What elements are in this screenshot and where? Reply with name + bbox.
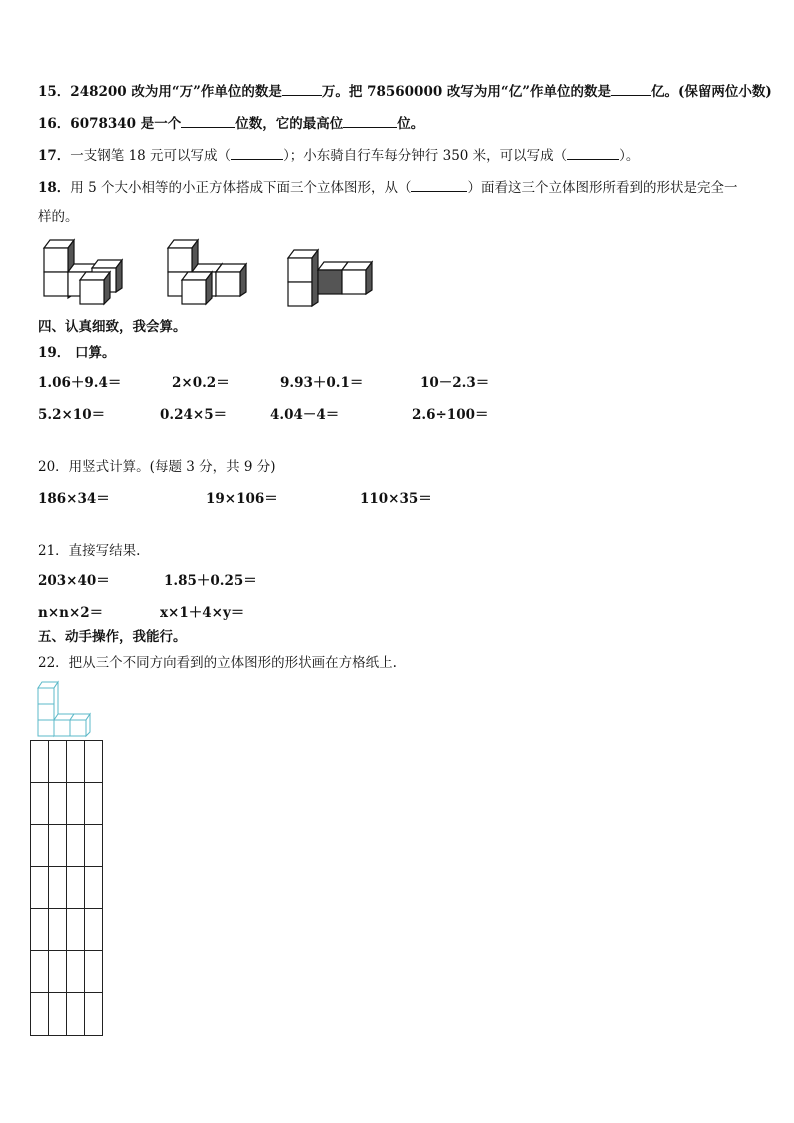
q16-text-2: 位数，它的最高位 — [235, 116, 344, 132]
grid-paper[interactable] — [30, 740, 104, 1036]
q16-number: 16． — [38, 116, 71, 132]
question-16 — [38, 114, 424, 133]
q21-item: x×1＋4×y＝ — [160, 605, 245, 621]
q19-item: 4.04－4＝ — [270, 407, 340, 423]
q19-item: 5.2×10＝ — [38, 407, 106, 423]
q18-text-1: 用 5 个大小相等的小正方体搭成下面三个立体图形，从（ — [70, 180, 412, 196]
teal-cube-figure — [36, 680, 100, 738]
q19-item: 10－2.3＝ — [420, 375, 490, 391]
solid-figure-1 — [40, 236, 140, 316]
q21-item: 1.85＋0.25＝ — [164, 573, 257, 589]
q21-item: n×n×2＝ — [38, 605, 104, 621]
q18-text-2: ）面看这三个立体图形所看到的形状是完全一 — [467, 180, 738, 196]
q20-item: 186×34＝ — [38, 491, 110, 507]
q16-text-1: 6078340 是一个 — [70, 116, 182, 132]
q19-item: 9.93＋0.1＝ — [280, 375, 364, 391]
q21-item: 203×40＝ — [38, 573, 110, 589]
q15-number: 15． — [38, 84, 71, 100]
q17-blank-2[interactable] — [567, 146, 619, 160]
section-5-heading: 五、动手操作，我能行。 — [38, 629, 187, 645]
q17-text-1: 一支钢笔 18 元可以写成（ — [70, 148, 232, 164]
q17-number: 17． — [38, 148, 71, 164]
question-18-continued: 样的。 — [38, 209, 79, 225]
question-15 — [38, 82, 772, 101]
q16-blank-2[interactable] — [343, 114, 397, 128]
solid-figure-2 — [162, 236, 262, 316]
q18-number: 18． — [38, 180, 71, 196]
q15-blank-1[interactable] — [282, 82, 322, 96]
q17-text-3: ）。 — [619, 148, 640, 164]
q17-text-2: ）；小东骑自行车每分钟行 350 米，可以写成（ — [283, 148, 568, 164]
q19-item: 1.06＋9.4＝ — [38, 375, 122, 391]
question-20-title: 20．用竖式计算。(每题 3 分，共 9 分) — [38, 459, 276, 475]
q15-text-1: 248200 改为用“万”作单位的数是 — [70, 84, 282, 100]
solid-figure-3 — [282, 236, 392, 316]
question-17 — [38, 146, 639, 165]
question-18 — [38, 178, 737, 197]
q15-blank-2[interactable] — [611, 82, 651, 96]
q17-blank-1[interactable] — [231, 146, 283, 160]
q15-text-2: 万。把 78560000 改写为用“亿”作单位的数是 — [321, 84, 611, 100]
question-21-title: 21．直接写结果. — [38, 543, 141, 559]
section-4-heading: 四、认真细致，我会算。 — [38, 319, 187, 335]
q19-item: 2.6÷100＝ — [412, 407, 489, 423]
q19-item: 0.24×5＝ — [160, 407, 228, 423]
q16-blank-1[interactable] — [181, 114, 235, 128]
q20-item: 19×106＝ — [206, 491, 278, 507]
q19-item: 2×0.2＝ — [172, 375, 230, 391]
q18-blank-1[interactable] — [411, 178, 467, 192]
question-19-title: 19． 口算。 — [38, 345, 116, 361]
q15-text-3: 亿。(保留两位小数) — [650, 84, 772, 100]
q20-item: 110×35＝ — [360, 491, 432, 507]
question-22-title: 22．把从三个不同方向看到的立体图形的形状画在方格纸上. — [38, 655, 397, 671]
q16-text-3: 位。 — [397, 116, 425, 132]
